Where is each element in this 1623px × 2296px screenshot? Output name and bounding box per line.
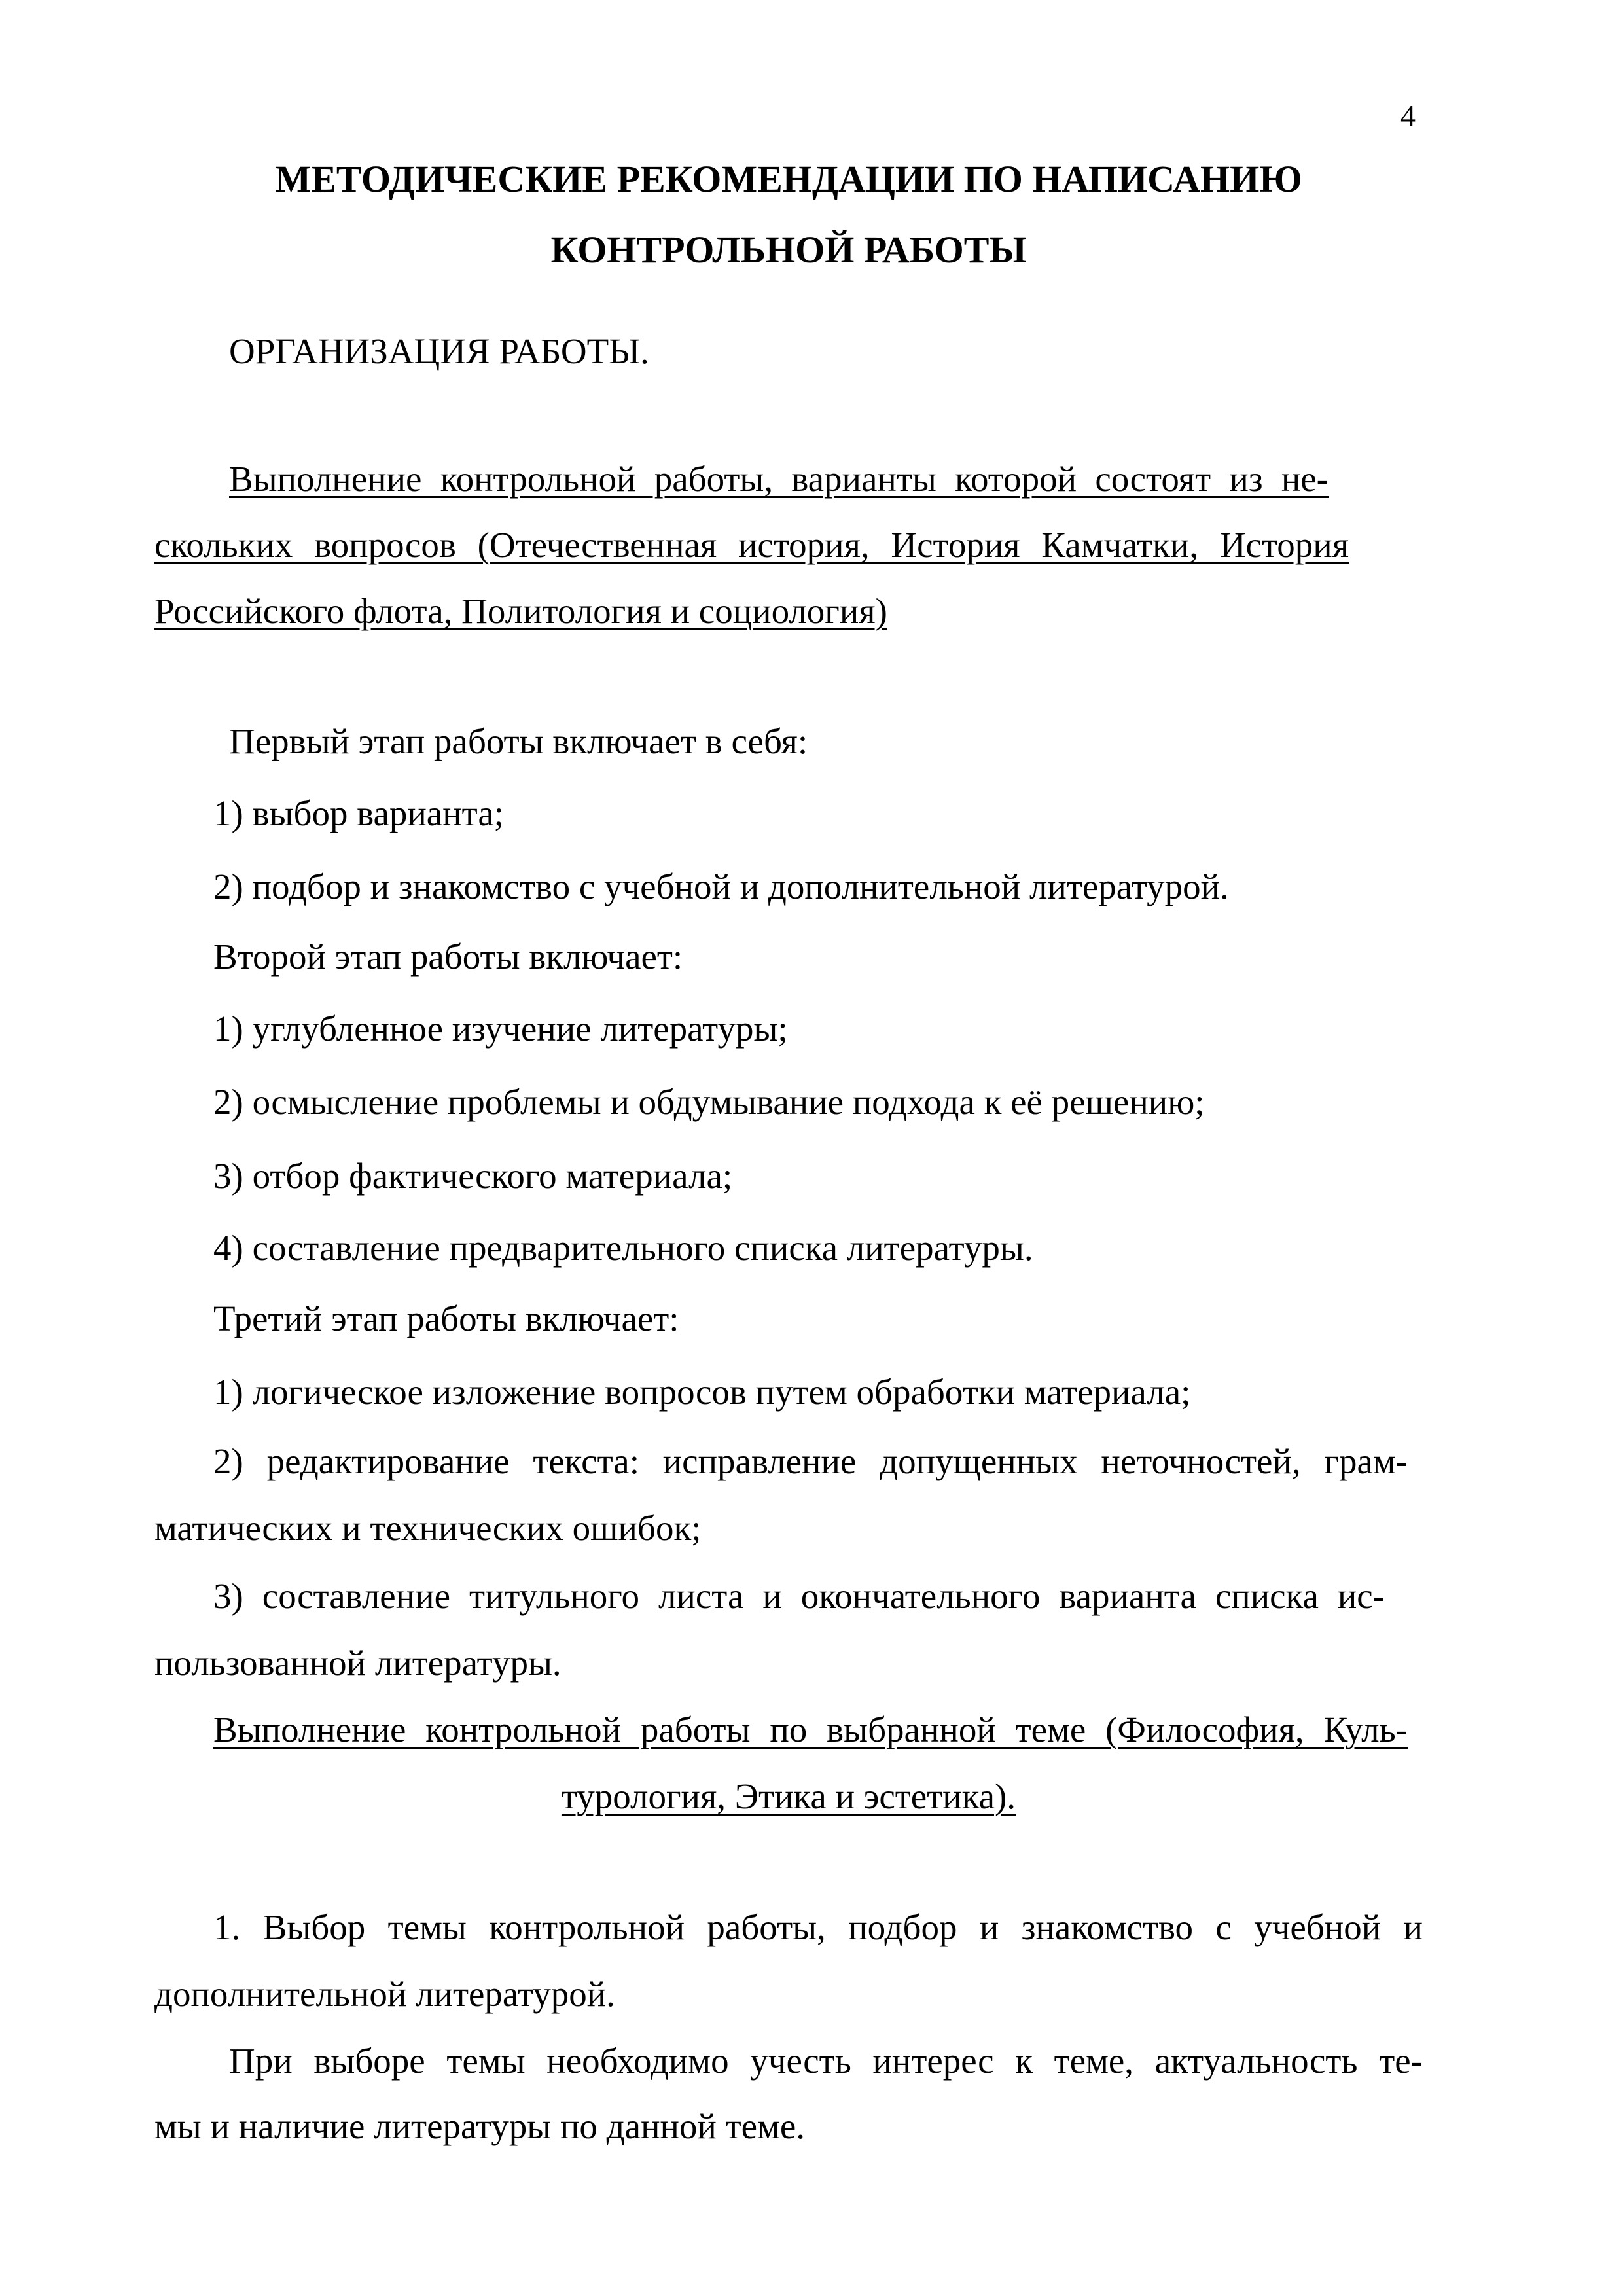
step1-line-2: дополнительной литературой. [154,1974,615,2014]
choice-note-line-1: При выборе темы необходимо учесть интерес к теме, актуальность те- [229,2041,1423,2081]
stage2-item-1: 1) углубленное изучение литературы; [213,1009,788,1049]
document-title-line-2: КОНТРОЛЬНОЙ РАБОТЫ [550,228,1027,271]
stage3-item-2-line-2: матических и технических ошибок; [154,1508,702,1548]
theme-heading-line-2: турология, Этика и эстетика). [561,1776,1016,1816]
intro-underlined-line-2: скольких вопросов (Отечественная история, История Камчатки, История [154,525,1349,565]
stage3-item-2-line-1: 2) редактирование текста: исправление допущенных неточностей, грам- [213,1441,1408,1481]
step1-line-1: 1. Выбор темы контрольной работы, подбор и знакомство с учебной и [213,1907,1423,1947]
stage2-item-4: 4) составление предварительного списка литературы. [213,1228,1033,1268]
intro-underlined-line-3: Российского флота, Политология и социология) [154,591,887,631]
choice-note-line-2: мы и наличие литературы по данной теме. [154,2106,806,2146]
stage2-heading: Второй этап работы включает: [213,937,683,977]
stage2-item-2: 2) осмысление проблемы и обдумывание подхода к её решению; [213,1082,1205,1122]
document-title-line-1: МЕТОДИЧЕСКИЕ РЕКОМЕНДАЦИИ ПО НАПИСАНИЮ [275,158,1302,200]
intro-underlined-line-1: Выполнение контрольной работы, варианты которой состоят из не- [229,459,1329,499]
stage3-heading: Третий этап работы включает: [213,1299,679,1338]
stage3-item-1: 1) логическое изложение вопросов путем обработки материала; [213,1372,1191,1412]
stage1-item-2: 2) подбор и знакомство с учебной и дополнительной литературой. [213,867,1229,906]
section-heading: ОРГАНИЗАЦИЯ РАБОТЫ. [229,331,649,371]
stage3-item-3-line-2: пользованной литературы. [154,1643,562,1683]
stage1-heading: Первый этап работы включает в себя: [229,721,808,761]
stage2-item-3: 3) отбор фактического материала; [213,1156,733,1196]
stage1-item-1: 1) выбор варианта; [213,793,505,833]
stage3-item-3-line-1: 3) составление титульного листа и окончательного варианта списка ис- [213,1576,1385,1616]
page-number: 4 [1400,99,1416,132]
theme-heading-line-1: Выполнение контрольной работы по выбранной теме (Философия, Куль- [213,1710,1408,1749]
